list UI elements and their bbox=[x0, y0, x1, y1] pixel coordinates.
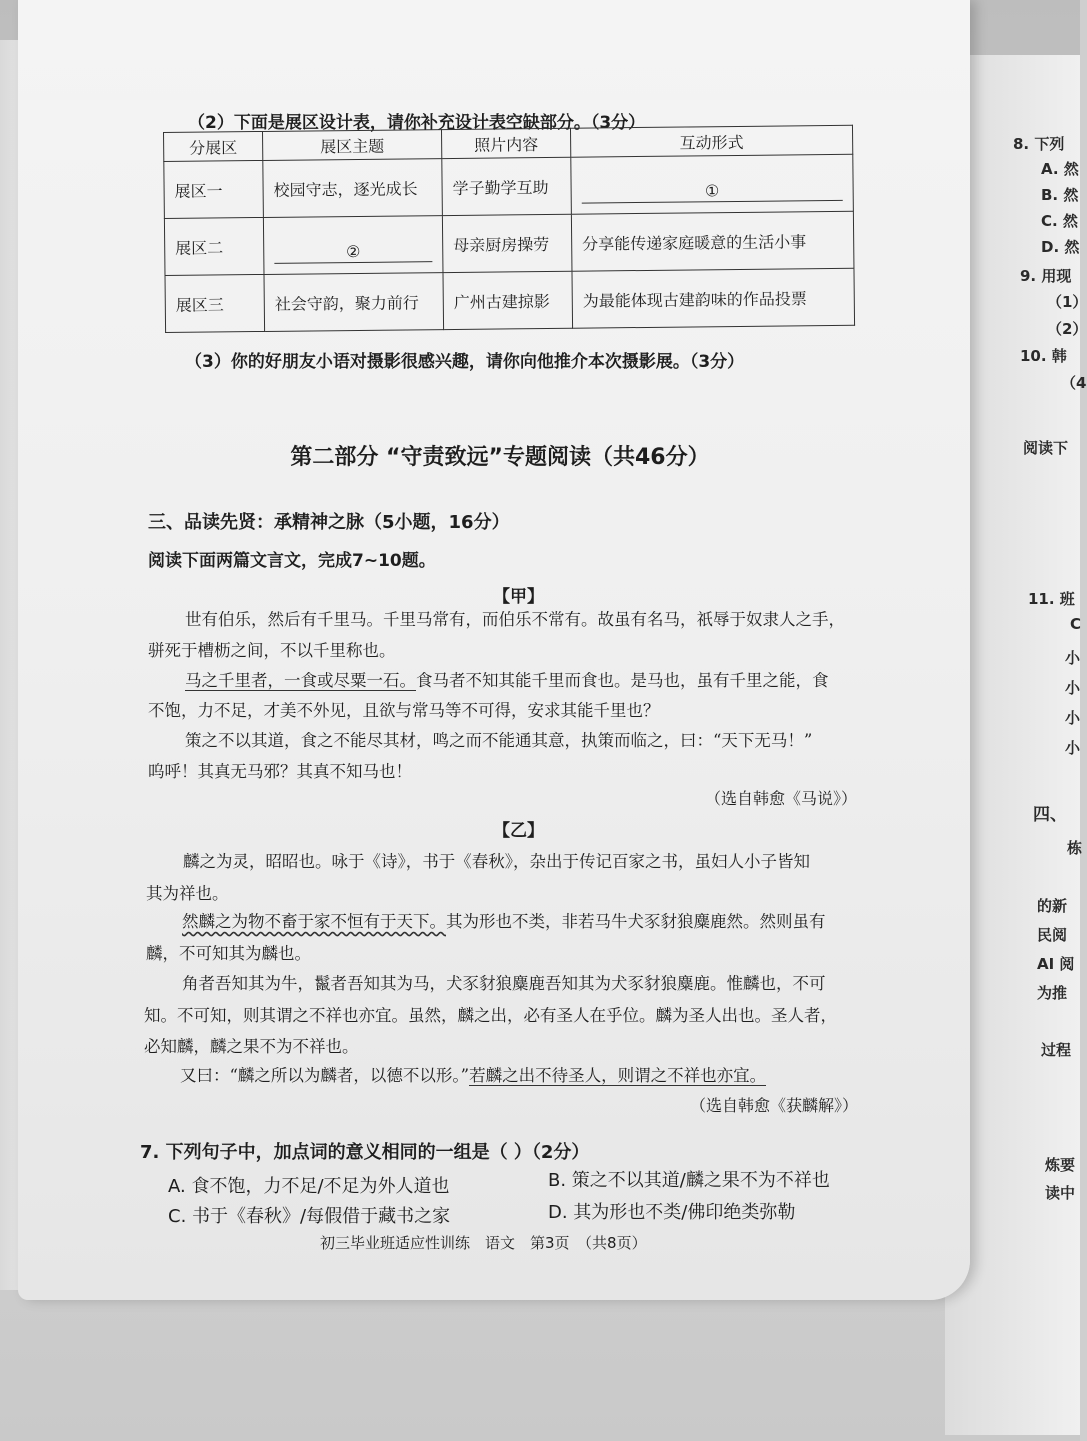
passage-line: 马之千里者，一食或尽粟一石。食马者不知其能千里而食也。是马也，虽有千里之能，食 bbox=[185, 671, 829, 690]
underlined-sentence: 马之千里者，一食或尽粟一石。 bbox=[185, 671, 416, 690]
right-text: 的新 bbox=[1037, 897, 1068, 915]
table-cell: 母亲厨房操劳 bbox=[442, 214, 572, 272]
right-text: 过程 bbox=[1041, 1041, 1072, 1059]
passage-jia-mark: 【甲】 bbox=[493, 587, 544, 607]
table-cell: 分享能传递家庭暖意的生活小事 bbox=[571, 211, 854, 271]
right-text: 读中 bbox=[1045, 1184, 1076, 1202]
table-header: 展区主题 bbox=[262, 130, 441, 161]
passage-line: 麟，不可知其为麟也。 bbox=[146, 944, 311, 963]
right-text: AI 阅 bbox=[1037, 955, 1075, 973]
right-text: 民阅 bbox=[1037, 926, 1068, 944]
wavy-underlined-sentence: 然麟之为物不畜于家不恒有于天下。 bbox=[182, 912, 446, 931]
question-2: （2）下面是展区设计表，请你补充设计表空缺部分。（3分） bbox=[188, 113, 646, 133]
underlined-sentence: 若麟之出不待圣人，则谓之不祥也亦宜。 bbox=[469, 1066, 767, 1085]
right-text: B. 然 bbox=[1041, 186, 1079, 204]
passage-line: 世有伯乐，然后有千里马。千里马常有，而伯乐不常有。故虽有名马，祇辱于奴隶人之手， bbox=[185, 610, 845, 629]
blank-2: ② bbox=[274, 241, 432, 264]
reading-intro: 阅读下面两篇文言文，完成7~10题。 bbox=[148, 551, 436, 571]
right-text: 11. 班 bbox=[1028, 590, 1075, 608]
table-cell-blank bbox=[571, 154, 854, 214]
right-text: 8. 下列 bbox=[1013, 135, 1065, 153]
right-text: A. 然 bbox=[1041, 160, 1079, 178]
right-text: 9. 用现 bbox=[1020, 267, 1072, 285]
passage-line: 又曰：“麟之所以为麟者，以德不以形。”若麟之出不待圣人，则谓之不祥也亦宜。 bbox=[180, 1066, 767, 1085]
option-b: B. 策之不以其道/麟之果不为不祥也 bbox=[548, 1170, 830, 1191]
right-text: 小 bbox=[1065, 679, 1081, 697]
table-header: 分展区 bbox=[164, 131, 263, 161]
passage-line: 其为祥也。 bbox=[146, 884, 229, 903]
right-text: （2） bbox=[1047, 320, 1087, 338]
right-text: 为推 bbox=[1037, 984, 1068, 1002]
passage-line: 呜呼！其真无马邪？其真不知马也！ bbox=[148, 762, 412, 781]
right-text: （1） bbox=[1047, 293, 1087, 311]
table-row bbox=[164, 154, 854, 218]
right-text: D. 然 bbox=[1041, 238, 1080, 256]
source-ma-shuo: （选自韩愈《马说》） bbox=[705, 789, 858, 808]
right-text: 四、 bbox=[1033, 805, 1067, 825]
table-cell: 展区一 bbox=[164, 160, 264, 218]
page-footer: 初三毕业班适应性训练 语文 第3页 （共8页） bbox=[320, 1234, 647, 1252]
passage-line: 骈死于槽枥之间，不以千里称也。 bbox=[148, 641, 396, 660]
right-text: C bbox=[1070, 615, 1082, 633]
passage-line: 不饱，力不足，才美不外见，且欲与常马等不可得，安求其能千里也？ bbox=[148, 701, 660, 720]
right-text: 小 bbox=[1065, 649, 1081, 667]
part3-title: 三、品读先贤：承精神之脉（5小题，16分） bbox=[148, 512, 510, 533]
source-huo-lin-jie: （选自韩愈《获麟解》） bbox=[690, 1096, 859, 1115]
table-header: 互动形式 bbox=[570, 125, 852, 157]
table-row bbox=[165, 268, 855, 332]
passage-line: 知。不可知，则其谓之不祥也亦宜。虽然，麟之出，必有圣人在乎位。麟为圣人出也。圣人者， bbox=[144, 1006, 837, 1025]
right-text: （4 bbox=[1061, 374, 1087, 392]
right-text: 栋 bbox=[1067, 839, 1083, 857]
right-text: C. 然 bbox=[1041, 212, 1078, 230]
question-3: （3）你的好朋友小语对摄影很感兴趣，请你向他推介本次摄影展。（3分） bbox=[185, 352, 745, 372]
table-cell: 校园守志，逐光成长 bbox=[263, 159, 443, 218]
passage-line: 策之不以其道，食之不能尽其材，鸣之而不能通其意，执策而临之，曰：“天下无马！” bbox=[185, 731, 813, 750]
option-a: A. 食不饱，力不足/不足为外人道也 bbox=[168, 1176, 450, 1197]
table-cell: 展区三 bbox=[165, 274, 265, 332]
table-cell: 社会守韵，聚力前行 bbox=[264, 273, 444, 332]
table-cell: 广州古建掠影 bbox=[443, 271, 573, 329]
right-text: 小 bbox=[1065, 739, 1081, 757]
table-cell: 为最能体现古建韵味的作品投票 bbox=[572, 268, 855, 328]
section-title: 第二部分 “守责致远”专题阅读（共46分） bbox=[290, 445, 710, 470]
table-cell-blank bbox=[263, 216, 443, 275]
passage-yi-mark: 【乙】 bbox=[493, 821, 544, 841]
right-text: 10. 韩 bbox=[1020, 347, 1067, 365]
passage-line: 麟之为灵，昭昭也。咏于《诗》，书于《春秋》，杂出于传记百家之书，虽妇人小子皆知 bbox=[183, 852, 810, 871]
passage-line: 角者吾知其为牛，鬣者吾知其为马，犬豕豺狼麋鹿吾知其为犬豕豺狼麋鹿。惟麟也，不可 bbox=[182, 974, 826, 993]
question-7-stem: 7. 下列句子中，加点词的意义相同的一组是（ ）（2分） bbox=[140, 1142, 590, 1163]
blank-1: ① bbox=[582, 179, 843, 203]
exhibition-design-table bbox=[163, 125, 855, 333]
right-text: 炼要 bbox=[1045, 1156, 1076, 1174]
passage-line: 然麟之为物不畜于家不恒有于天下。其为形也不类，非若马牛犬豕豺狼麋鹿然。然则虽有 bbox=[182, 912, 826, 931]
passage-line: 必知麟，麟之果不为不祥也。 bbox=[144, 1037, 359, 1056]
table-cell: 展区二 bbox=[164, 217, 264, 275]
option-c: C. 书于《春秋》/每假借于藏书之家 bbox=[168, 1206, 451, 1227]
table-header: 照片内容 bbox=[441, 128, 570, 158]
right-text: 阅读下 bbox=[1023, 439, 1069, 457]
table-row bbox=[164, 211, 854, 275]
option-d: D. 其为形也不类/佛印绝类弥勒 bbox=[548, 1202, 796, 1223]
table-cell: 学子勤学互助 bbox=[442, 157, 572, 215]
right-text: 小 bbox=[1065, 709, 1081, 727]
